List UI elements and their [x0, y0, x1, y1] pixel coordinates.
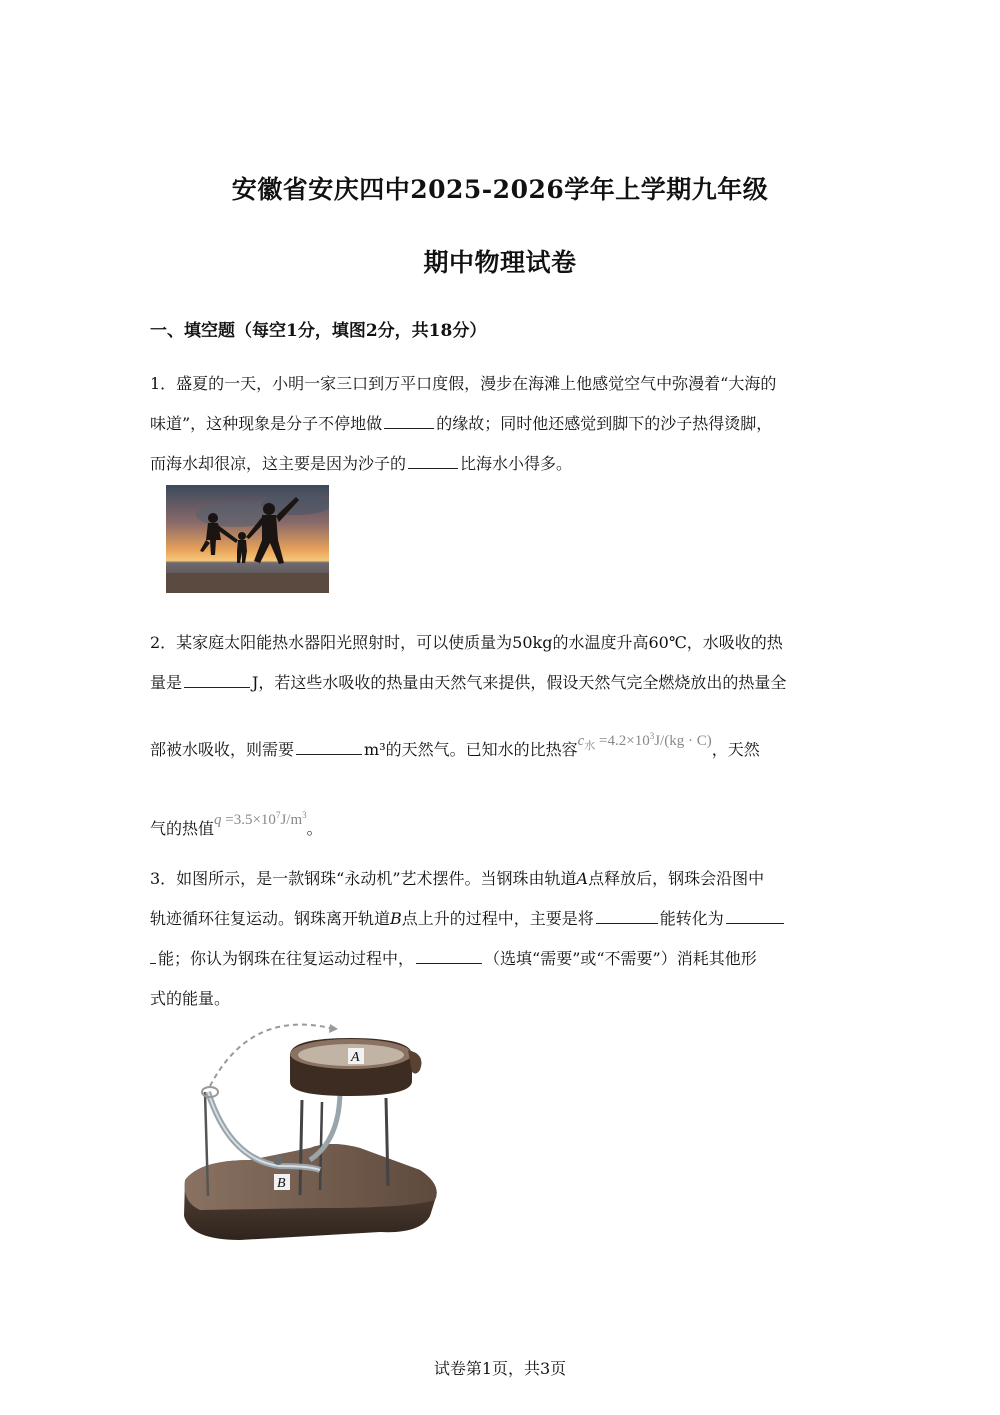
q2-text: J，若这些水吸收的热量由天然气来提供，假设天然气完全燃烧放出的热量全 — [252, 673, 787, 692]
q3-point-b: B — [390, 909, 402, 928]
q3-blank-2-cont[interactable] — [150, 947, 156, 964]
q1-text: 的缘故；同时他还感觉到脚下的沙子热得烫脚， — [436, 414, 773, 433]
q3-text: （选填“需要”或“不需要”）消耗其他形 — [484, 949, 757, 968]
q2-text: m³的天然气。已知水的比热容 — [364, 740, 578, 759]
q3-blank-3[interactable] — [416, 947, 482, 964]
beach-sunset-photo — [166, 485, 329, 593]
q3-text: 点释放后，钢珠会沿图中 — [588, 869, 765, 888]
figure-label-b: B — [277, 1176, 286, 1191]
q1-text: 味道”，这种现象是分子不停地做 — [150, 414, 383, 433]
exam-title-line1: 安徽省安庆四中2025-2026学年上学期九年级 — [231, 175, 769, 204]
q1-line3 — [150, 451, 850, 474]
gas-heat-value-formula: $q =3.5\times 10^7J/m^3$ — [214, 810, 307, 828]
q1-text: 比海水小得多。 — [460, 454, 573, 473]
q3-text: 能；你认为钢珠在往复运动过程中， — [158, 949, 415, 968]
q3-line4: 式的能量。 — [150, 989, 231, 1008]
q1-line2 — [150, 411, 850, 434]
q2-text: ，天然 — [711, 740, 760, 759]
q3-blank-2[interactable] — [726, 907, 784, 924]
q1-text: 而海水却很凉，这主要是因为沙子的 — [150, 454, 407, 473]
q3-text: 3．如图所示，是一款钢珠“永动机”艺术摆件。当钢珠由轨道 — [150, 869, 577, 888]
q2-line2 — [150, 670, 850, 693]
q1-line1: 1．盛夏的一天，小明一家三口到万平口度假，漫步在海滩上他感觉空气中弥漫着“大海的 — [150, 374, 777, 393]
q2-text: 气的热值 — [150, 819, 215, 838]
water-specific-heat-formula: $c_水 =4.2\times 10^3J/(kg \cdot C)$ — [577, 731, 712, 752]
section-heading-fill-in: 一、填空题（每空1分，填图2分，共18分） — [150, 321, 487, 341]
perpetual-motion-machine-figure — [180, 1020, 442, 1242]
q2-blank-2[interactable] — [296, 738, 362, 755]
q2-text: 部被水吸收，则需要 — [150, 740, 295, 759]
q2-text: 。 — [306, 819, 323, 838]
q3-text: 能转化为 — [659, 909, 724, 928]
q1-blank-2[interactable] — [408, 452, 458, 469]
q3-line3 — [150, 946, 850, 969]
q2-text: 量是 — [150, 673, 183, 692]
q3-line2 — [150, 906, 850, 929]
q2-line1: 2．某家庭太阳能热水器阳光照射时，可以使质量为50kg的水温度升高60℃，水吸收的热 — [150, 633, 783, 652]
q2-line3 — [150, 731, 850, 763]
q3-point-a: A — [576, 869, 589, 888]
q3-blank-1[interactable] — [596, 907, 658, 924]
q2-line4 — [150, 810, 850, 839]
q3-text: 点上升的过程中，主要是将 — [401, 909, 594, 928]
q1-blank-1[interactable] — [384, 412, 434, 429]
figure-label-a: A — [351, 1050, 360, 1065]
exam-title-line2: 期中物理试卷 — [423, 248, 577, 277]
q2-blank-1[interactable] — [184, 671, 250, 688]
q3-text: 轨迹循环往复运动。钢珠离开轨道 — [150, 909, 391, 928]
q3-line1 — [150, 866, 850, 889]
page-footer: 试卷第1页，共3页 — [433, 1359, 567, 1378]
